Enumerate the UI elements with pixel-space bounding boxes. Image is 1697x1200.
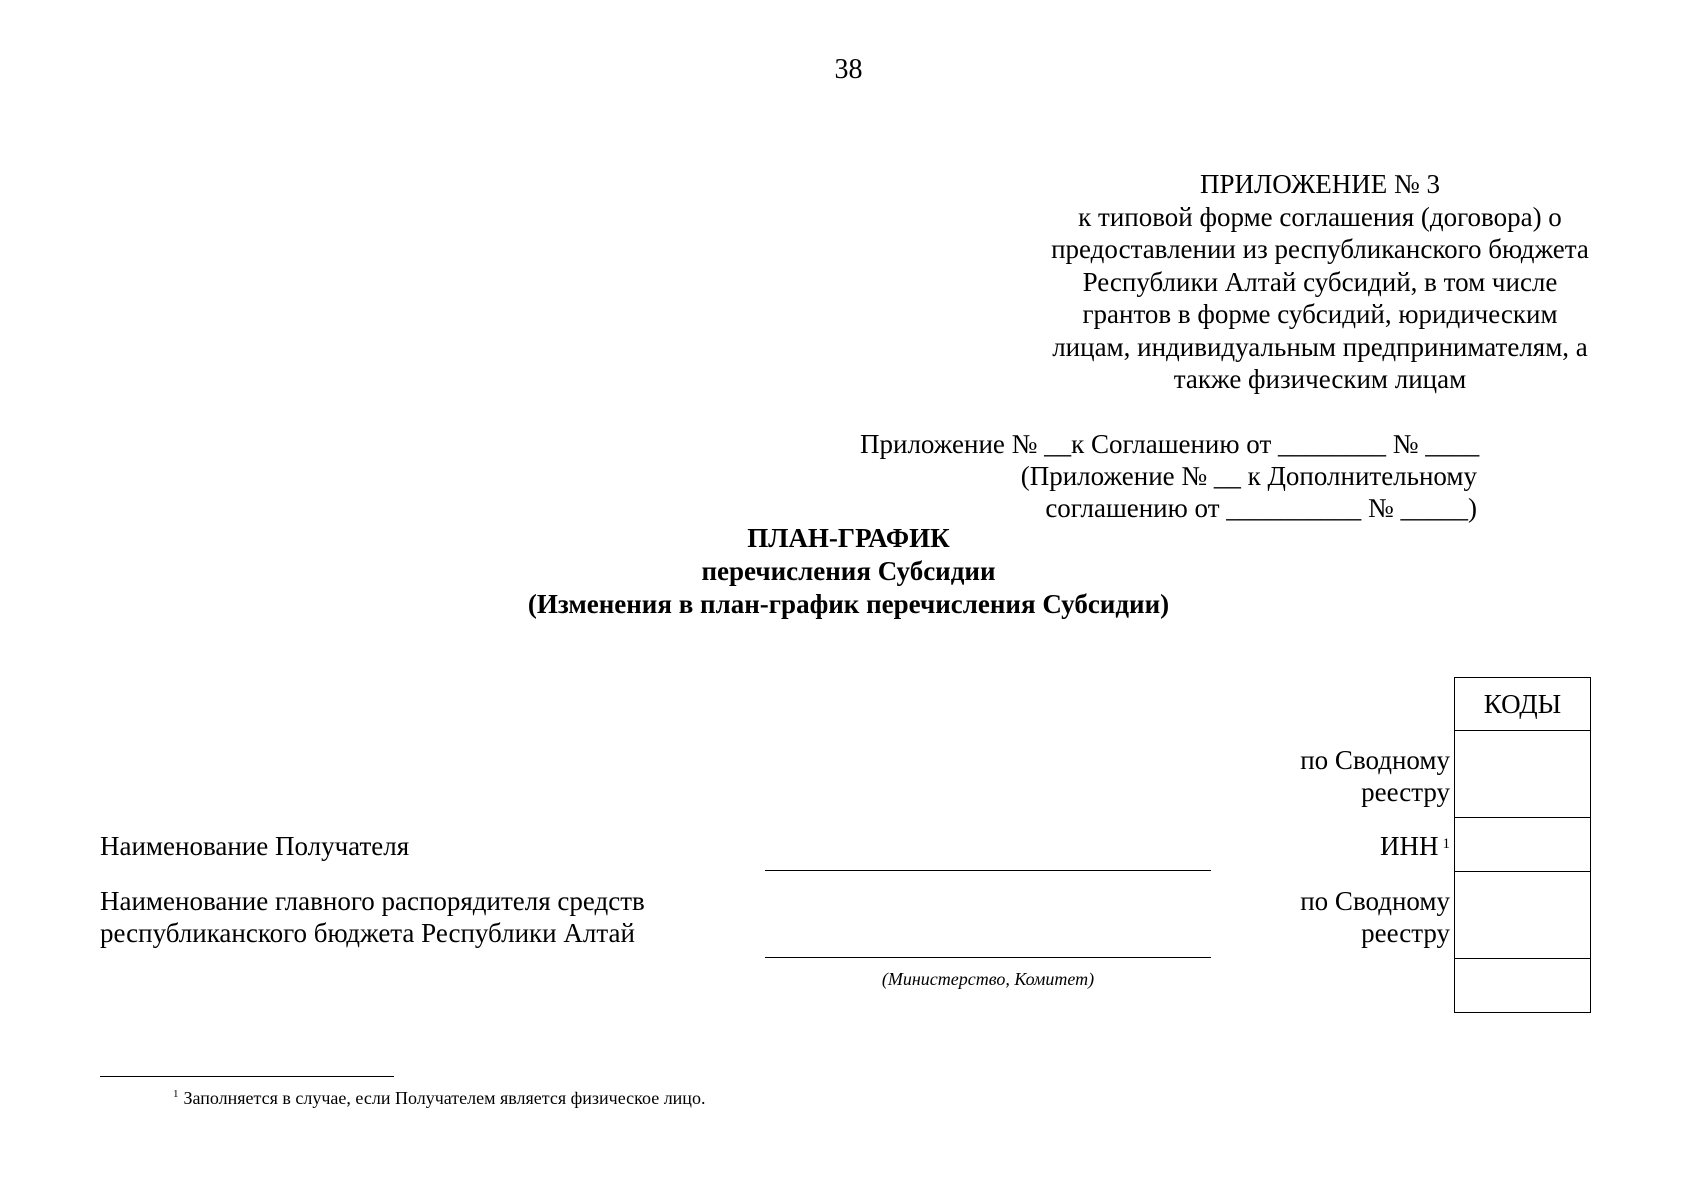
recipient-label: Наименование Получателя [100, 831, 410, 861]
agreement-reference [860, 428, 1580, 524]
distributor-label [100, 885, 645, 949]
heading-line2: перечисления Субсидии [701, 556, 996, 586]
distributor-hint: (Министерство, Комитет) [881, 969, 1095, 989]
footnote [173, 1088, 705, 1109]
agreement-ref-line2: (Приложение № __ к Дополнительному [1020, 461, 1477, 491]
code-cell-register-1[interactable] [1455, 731, 1591, 818]
register-label-2-line1: по Сводному [1300, 886, 1450, 916]
code-cell-inn[interactable] [1455, 818, 1591, 872]
register-label-2-line2: реестру [1361, 918, 1450, 948]
register-label-1 [1160, 744, 1450, 808]
agreement-ref-line1: Приложение № __к Соглашению от ________ № ____ [860, 429, 1480, 459]
appendix-line: лицам, индивидуальным предпринимателям, а [1052, 331, 1588, 362]
agreement-ref-line3: соглашению от __________ № _____) [1045, 493, 1477, 523]
page-number: 38 [834, 54, 863, 85]
appendix-line: грантов в форме субсидий, юридическим [1082, 299, 1558, 329]
heading-line3: (Изменения в план-график перечисления Субсидии) [527, 589, 1170, 619]
recipient-underline[interactable] [765, 870, 1211, 871]
distributor-label-line2: республиканского бюджета Республики Алтай [100, 918, 635, 948]
register-label-1-line1: по Сводному [1300, 745, 1450, 775]
distributor-label-line1: Наименование главного распорядителя средств [100, 886, 645, 916]
footnote-separator [100, 1076, 394, 1077]
codes-table [1454, 677, 1591, 1013]
appendix-title: ПРИЛОЖЕНИЕ № 3 [1199, 169, 1441, 199]
inn-label-text: ИНН [1380, 831, 1439, 861]
heading-line1: ПЛАН-ГРАФИК [747, 523, 950, 553]
footnote-mark: 1 [173, 1088, 179, 1100]
inn-footnote-mark: 1 [1442, 836, 1450, 852]
footnote-text: Заполняется в случае, если Получателем является физическое лицо. [183, 1088, 706, 1108]
distributor-underline[interactable] [765, 957, 1211, 958]
appendix-line: Республики Алтай субсидий, в том числе [1082, 266, 1558, 297]
inn-label [1160, 830, 1450, 862]
appendix-line: предоставлении из республиканского бюджета [1051, 234, 1589, 264]
register-label-2 [1160, 885, 1450, 949]
appendix-line: также физическим лицам [1173, 364, 1467, 394]
codes-header: КОДЫ [1455, 678, 1591, 731]
appendix-line: к типовой форме соглашения (договора) о [1078, 201, 1562, 232]
appendix-block [990, 168, 1650, 396]
register-label-1-line2: реестру [1361, 777, 1450, 807]
document-heading [0, 522, 1697, 621]
code-cell-register-2[interactable] [1455, 872, 1591, 959]
code-cell-extra[interactable] [1455, 959, 1591, 1013]
